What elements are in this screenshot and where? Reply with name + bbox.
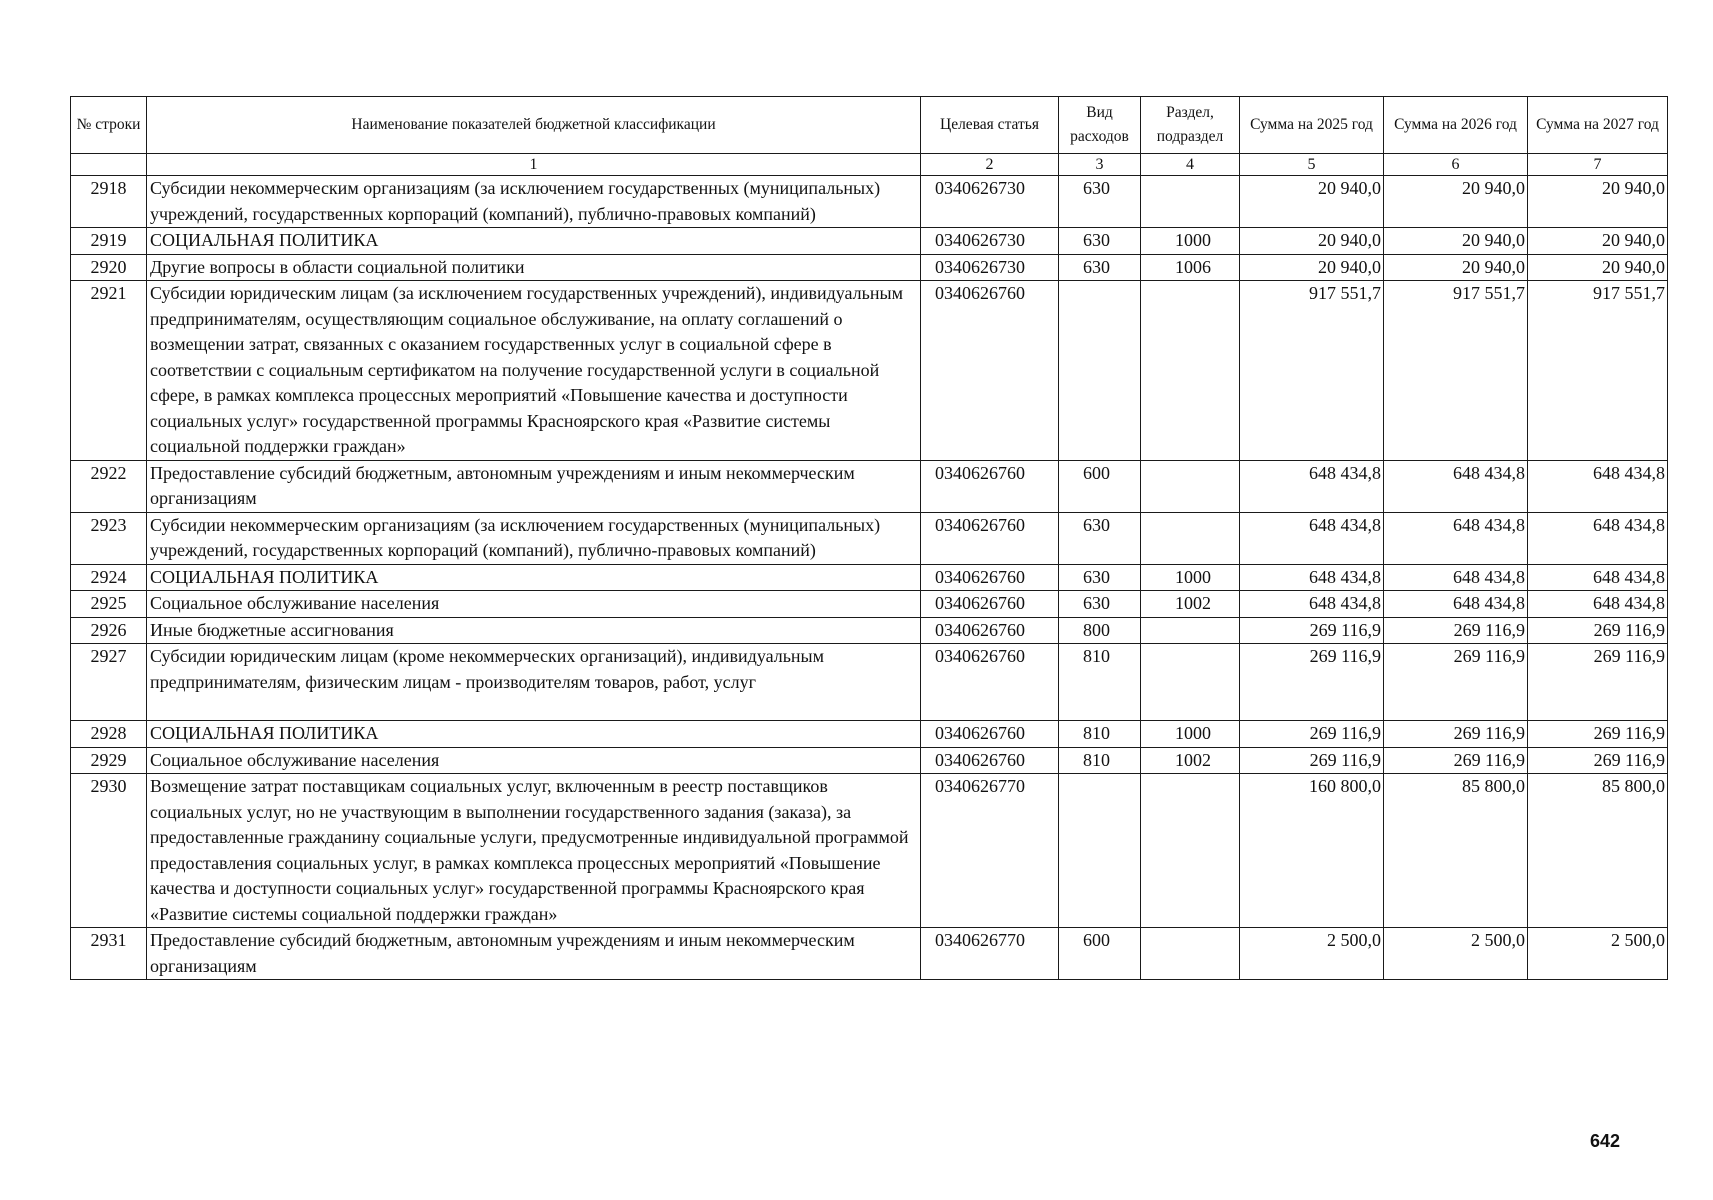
row-target-article: 0340626770	[921, 774, 1059, 928]
row-sum-2027: 269 116,9	[1528, 617, 1668, 644]
row-sum-2026: 269 116,9	[1384, 644, 1528, 721]
row-name: Иные бюджетные ассигнования	[147, 617, 921, 644]
row-sum-2027: 20 940,0	[1528, 228, 1668, 255]
row-sum-2025: 269 116,9	[1240, 721, 1384, 748]
row-expense-type: 630	[1059, 176, 1141, 228]
table-row	[71, 591, 1668, 618]
row-sum-2027: 20 940,0	[1528, 176, 1668, 228]
row-name: Субсидии юридическим лицам (кроме некоммерческих организаций), индивидуальным предпринимателям, физическим лицам - производителям товаров, работ, услуг	[147, 644, 921, 721]
table-row	[71, 617, 1668, 644]
row-sum-2025: 20 940,0	[1240, 228, 1384, 255]
row-name: Предоставление субсидий бюджетным, автономным учреждениям и иным некоммерческим организациям	[147, 928, 921, 980]
row-number: 2931	[71, 928, 147, 980]
row-sum-2027: 917 551,7	[1528, 281, 1668, 461]
row-name: Возмещение затрат поставщикам социальных услуг, включенным в реестр поставщиков социальных услуг, но не участвующим в выполнении государственного задания (заказа), за предоставленные гражданину социальные услуги, предусмотренные индивидуальной программой предоставления социальных услуг, в рамках комплекса процессных мероприятий «Повышение качества и доступности социальных услуг» государственной программы Красноярского края «Развитие системы социальной поддержки граждан»	[147, 774, 921, 928]
row-number: 2930	[71, 774, 147, 928]
row-target-article: 0340626760	[921, 564, 1059, 591]
row-sum-2027: 269 116,9	[1528, 721, 1668, 748]
row-number: 2923	[71, 512, 147, 564]
column-number: 6	[1384, 154, 1528, 176]
row-target-article: 0340626770	[921, 928, 1059, 980]
table-row	[71, 928, 1668, 980]
row-name: СОЦИАЛЬНАЯ ПОЛИТИКА	[147, 564, 921, 591]
row-expense-type	[1059, 774, 1141, 928]
column-number: 1	[147, 154, 921, 176]
table-row	[71, 254, 1668, 281]
row-sum-2025: 269 116,9	[1240, 617, 1384, 644]
row-section	[1141, 176, 1240, 228]
row-expense-type: 630	[1059, 254, 1141, 281]
row-sum-2025: 648 434,8	[1240, 591, 1384, 618]
row-sum-2027: 648 434,8	[1528, 564, 1668, 591]
row-sum-2027: 269 116,9	[1528, 747, 1668, 774]
row-expense-type: 810	[1059, 644, 1141, 721]
row-target-article: 0340626760	[921, 591, 1059, 618]
row-sum-2026: 269 116,9	[1384, 617, 1528, 644]
row-section	[1141, 774, 1240, 928]
row-expense-type: 630	[1059, 512, 1141, 564]
row-name: СОЦИАЛЬНАЯ ПОЛИТИКА	[147, 721, 921, 748]
row-sum-2027: 648 434,8	[1528, 460, 1668, 512]
header-section: Раздел, подраздел	[1141, 97, 1240, 154]
row-number: 2927	[71, 644, 147, 721]
row-sum-2026: 20 940,0	[1384, 176, 1528, 228]
row-section: 1002	[1141, 747, 1240, 774]
table-row	[71, 228, 1668, 255]
row-section	[1141, 512, 1240, 564]
row-sum-2026: 269 116,9	[1384, 747, 1528, 774]
row-section	[1141, 928, 1240, 980]
column-number: 3	[1059, 154, 1141, 176]
row-sum-2025: 648 434,8	[1240, 564, 1384, 591]
row-expense-type: 630	[1059, 228, 1141, 255]
row-sum-2025: 269 116,9	[1240, 747, 1384, 774]
table-row	[71, 512, 1668, 564]
row-sum-2027: 648 434,8	[1528, 591, 1668, 618]
row-sum-2026: 917 551,7	[1384, 281, 1528, 461]
row-sum-2025: 648 434,8	[1240, 512, 1384, 564]
row-expense-type: 630	[1059, 564, 1141, 591]
row-name: Субсидии некоммерческим организациям (за исключением государственных (муниципальных) учреждений, государственных корпораций (компаний), публично-правовых компаний)	[147, 176, 921, 228]
table-row	[71, 644, 1668, 721]
row-name: Другие вопросы в области социальной политики	[147, 254, 921, 281]
row-expense-type: 600	[1059, 460, 1141, 512]
row-target-article: 0340626730	[921, 228, 1059, 255]
row-expense-type: 630	[1059, 591, 1141, 618]
table-row	[71, 564, 1668, 591]
column-number: 7	[1528, 154, 1668, 176]
row-name: Социальное обслуживание населения	[147, 747, 921, 774]
row-name: Социальное обслуживание населения	[147, 591, 921, 618]
row-sum-2027: 20 940,0	[1528, 254, 1668, 281]
row-number: 2919	[71, 228, 147, 255]
header-sum-2027: Сумма на 2027 год	[1528, 97, 1668, 154]
row-expense-type: 600	[1059, 928, 1141, 980]
row-number: 2921	[71, 281, 147, 461]
row-sum-2026: 648 434,8	[1384, 460, 1528, 512]
row-number: 2924	[71, 564, 147, 591]
row-section	[1141, 617, 1240, 644]
row-number: 2922	[71, 460, 147, 512]
row-section: 1006	[1141, 254, 1240, 281]
table-row	[71, 721, 1668, 748]
row-sum-2026: 85 800,0	[1384, 774, 1528, 928]
header-expense-type: Вид расходов	[1059, 97, 1141, 154]
header-name: Наименование показателей бюджетной классификации	[147, 97, 921, 154]
column-number: 4	[1141, 154, 1240, 176]
row-sum-2027: 269 116,9	[1528, 644, 1668, 721]
header-row-number: № строки	[71, 97, 147, 154]
header-sum-2026: Сумма на 2026 год	[1384, 97, 1528, 154]
header-sum-2025: Сумма на 2025 год	[1240, 97, 1384, 154]
row-expense-type: 810	[1059, 747, 1141, 774]
row-section: 1000	[1141, 721, 1240, 748]
row-sum-2026: 269 116,9	[1384, 721, 1528, 748]
column-number	[71, 154, 147, 176]
row-name: Субсидии юридическим лицам (за исключением государственных учреждений), индивидуальным предпринимателям, осуществляющим социальное обслуживание, на оплату соглашений о возмещении затрат, связанных с оказанием государственных услуг в социальной сфере в соответствии с социальным сертификатом на получение государственной услуги в социальной сфере, в рамках комплекса процессных мероприятий «Повышение качества и доступности социальных услуг» государственной программы Красноярского края «Развитие системы социальной поддержки граждан»	[147, 281, 921, 461]
row-sum-2027: 2 500,0	[1528, 928, 1668, 980]
row-sum-2026: 648 434,8	[1384, 512, 1528, 564]
row-target-article: 0340626730	[921, 176, 1059, 228]
row-name: Предоставление субсидий бюджетным, автономным учреждениям и иным некоммерческим организациям	[147, 460, 921, 512]
row-section	[1141, 644, 1240, 721]
row-sum-2025: 160 800,0	[1240, 774, 1384, 928]
header-target-article: Целевая статья	[921, 97, 1059, 154]
table-row	[71, 747, 1668, 774]
row-section	[1141, 460, 1240, 512]
row-sum-2025: 20 940,0	[1240, 254, 1384, 281]
row-sum-2025: 917 551,7	[1240, 281, 1384, 461]
row-target-article: 0340626760	[921, 747, 1059, 774]
table-row	[71, 460, 1668, 512]
row-target-article: 0340626730	[921, 254, 1059, 281]
row-number: 2920	[71, 254, 147, 281]
row-name: СОЦИАЛЬНАЯ ПОЛИТИКА	[147, 228, 921, 255]
row-expense-type: 810	[1059, 721, 1141, 748]
row-target-article: 0340626760	[921, 721, 1059, 748]
row-target-article: 0340626760	[921, 644, 1059, 721]
row-sum-2026: 20 940,0	[1384, 228, 1528, 255]
row-target-article: 0340626760	[921, 281, 1059, 461]
row-sum-2025: 269 116,9	[1240, 644, 1384, 721]
row-sum-2026: 648 434,8	[1384, 564, 1528, 591]
row-number: 2926	[71, 617, 147, 644]
row-number: 2929	[71, 747, 147, 774]
column-number: 2	[921, 154, 1059, 176]
row-target-article: 0340626760	[921, 460, 1059, 512]
row-number: 2925	[71, 591, 147, 618]
row-target-article: 0340626760	[921, 512, 1059, 564]
row-sum-2025: 20 940,0	[1240, 176, 1384, 228]
row-expense-type	[1059, 281, 1141, 461]
table-row	[71, 774, 1668, 928]
row-section: 1000	[1141, 228, 1240, 255]
page-number: 642	[1590, 1131, 1621, 1151]
row-name: Субсидии некоммерческим организациям (за исключением государственных (муниципальных) учреждений, государственных корпораций (компаний), публично-правовых компаний)	[147, 512, 921, 564]
row-expense-type: 800	[1059, 617, 1141, 644]
row-sum-2025: 648 434,8	[1240, 460, 1384, 512]
budget-classification-table	[70, 96, 1668, 980]
column-number: 5	[1240, 154, 1384, 176]
row-sum-2026: 20 940,0	[1384, 254, 1528, 281]
table-header-row	[71, 97, 1668, 154]
table-row	[71, 176, 1668, 228]
row-target-article: 0340626760	[921, 617, 1059, 644]
row-sum-2027: 85 800,0	[1528, 774, 1668, 928]
table-row	[71, 281, 1668, 461]
column-number-row	[71, 154, 1668, 176]
row-number: 2928	[71, 721, 147, 748]
row-sum-2026: 2 500,0	[1384, 928, 1528, 980]
row-section: 1000	[1141, 564, 1240, 591]
row-section: 1002	[1141, 591, 1240, 618]
row-sum-2026: 648 434,8	[1384, 591, 1528, 618]
row-sum-2025: 2 500,0	[1240, 928, 1384, 980]
row-sum-2027: 648 434,8	[1528, 512, 1668, 564]
row-number: 2918	[71, 176, 147, 228]
row-section	[1141, 281, 1240, 461]
